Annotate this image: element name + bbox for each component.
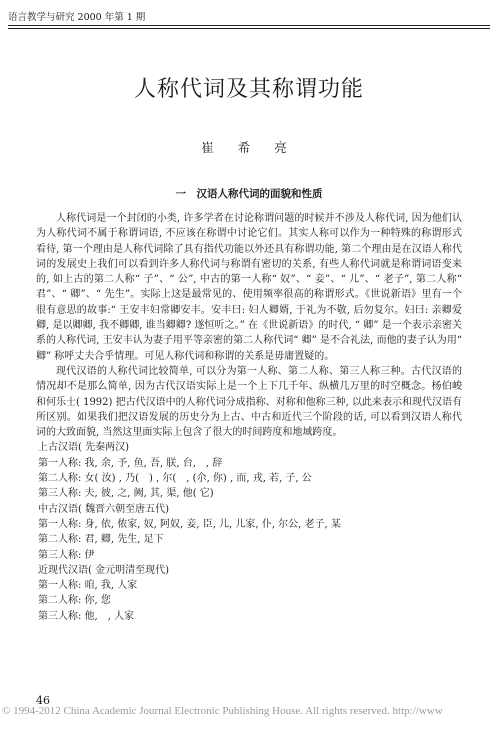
article-title: 人称代词及其称谓功能: [133, 77, 364, 102]
header-rule: [8, 25, 490, 26]
copyright-footer: © 1994-2012 China Academic Journal Electronic Publishing House. All rights reserved. http://www: [2, 705, 443, 717]
author-name: 崔 希 亮: [201, 140, 297, 155]
section-heading: 一 汉语人称代词的面貌和性质: [175, 188, 323, 200]
paragraph-1: 人称代词是一个封闭的小类, 许多学者在讨论称谓问题的时候并不涉及人称代词, 因为他们认为人称代词不属于称谓词语, 不应该在称谓中讨论它们。其实人称可以作为一种特殊的称谓形式看待, 第一个理由是人称代词除了具有指代功能以外还具有称谓功能, 第二个理由是在汉语人称代词的发展史上我们可以看到许多人称代词与称谓有密切的关系, 有些人称代词就是称谓词语变来的, 如上古的第二人称“ 子”、“ 公”, 中古的第一人称“ 奴”、“ 妾”、“ 儿”、“ 老子”, 第二人称“ 君”、“ 卿”、“ 先生”。实际上这是最常见的、使用频率很高的称谓形式。《世说新语》里有一个很有意思的故事:“ 王安丰妇常卿安丰。安丰曰: 妇人卿婿, 于礼为不敬, 后勿复尔。妇曰: 亲卿爱卿, 是以卿卿, 我不卿卿, 谁当卿卿? 遂恒听之。” 在《世说新语》的时代, “ 卿” 是一个表示亲密关系的人称代词, 王安丰认为妻子用平等亲密的第二人称代词“ 卿” 是不合礼法, 而他的妻子认为用“ 卿” 称呼丈夫合乎情理。可见人称代词和称谓的关系是毋庸置疑的。: [36, 213, 462, 362]
pronoun-list: [36, 440, 462, 624]
pronoun-row: 第二人称: 女( 汝) , 乃( ) , 尔( , (尒, 你) , 而, 戎, 若, 子, 公: [38, 473, 312, 485]
paragraph-2: 现代汉语的人称代词比较简单, 可以分为第一人称、第二人称、第三人称三种。古代汉语的情况却不是那么简单, 因为古代汉语实际上是一个上下几千年、纵横几万里的时空概念。杨伯峻和何乐士( 1992) 把古代汉语中的人称代词分成指称、对称和他称三种, 以此来表示和现代汉语有所区别。如果我们把汉语发展的历史分为上古、中古和近代三个阶段的话, 可以看到汉语人称代词的大致面貌, 当然这里面实际上包含了很大的时间跨度和地域跨度。: [36, 365, 462, 439]
pronoun-row: 第二人称: 你, 您: [38, 595, 111, 607]
pronoun-row: 第一人称: 身, 依, 侬家, 奴, 阿奴, 妾, 臣, 儿, 儿家, 仆, 尔公, 老子, 某: [38, 518, 341, 530]
running-head: 语言教学与研究 2000 年第 1 期: [8, 12, 146, 23]
period-heading: 上古汉语( 先秦两汉): [38, 442, 129, 454]
pronoun-row: 第二人称: 君, 卿, 先生, 足下: [38, 534, 164, 546]
pronoun-row: 第三人称: 他, , 人家: [38, 610, 135, 622]
period-heading: 近现代汉语( 金元明清至现代): [38, 564, 169, 576]
pronoun-row: 第三人称: 夫, 彼, 之, 阙, 其, 渠, 他( 它): [38, 488, 214, 500]
pronoun-row: 第三人称: 伊: [38, 549, 95, 561]
article-body: [36, 211, 462, 624]
header-rule-thin: [8, 28, 490, 29]
period-heading: 中古汉语( 魏晋六朝至唐五代): [38, 503, 169, 515]
pronoun-row: 第一人称: 我, 余, 予, 鱼, 吾, 朕, 台, , 辞: [38, 457, 223, 469]
page-number: 46: [36, 694, 50, 707]
pronoun-row: 第一人称: 咱, 我, 人家: [38, 580, 138, 592]
